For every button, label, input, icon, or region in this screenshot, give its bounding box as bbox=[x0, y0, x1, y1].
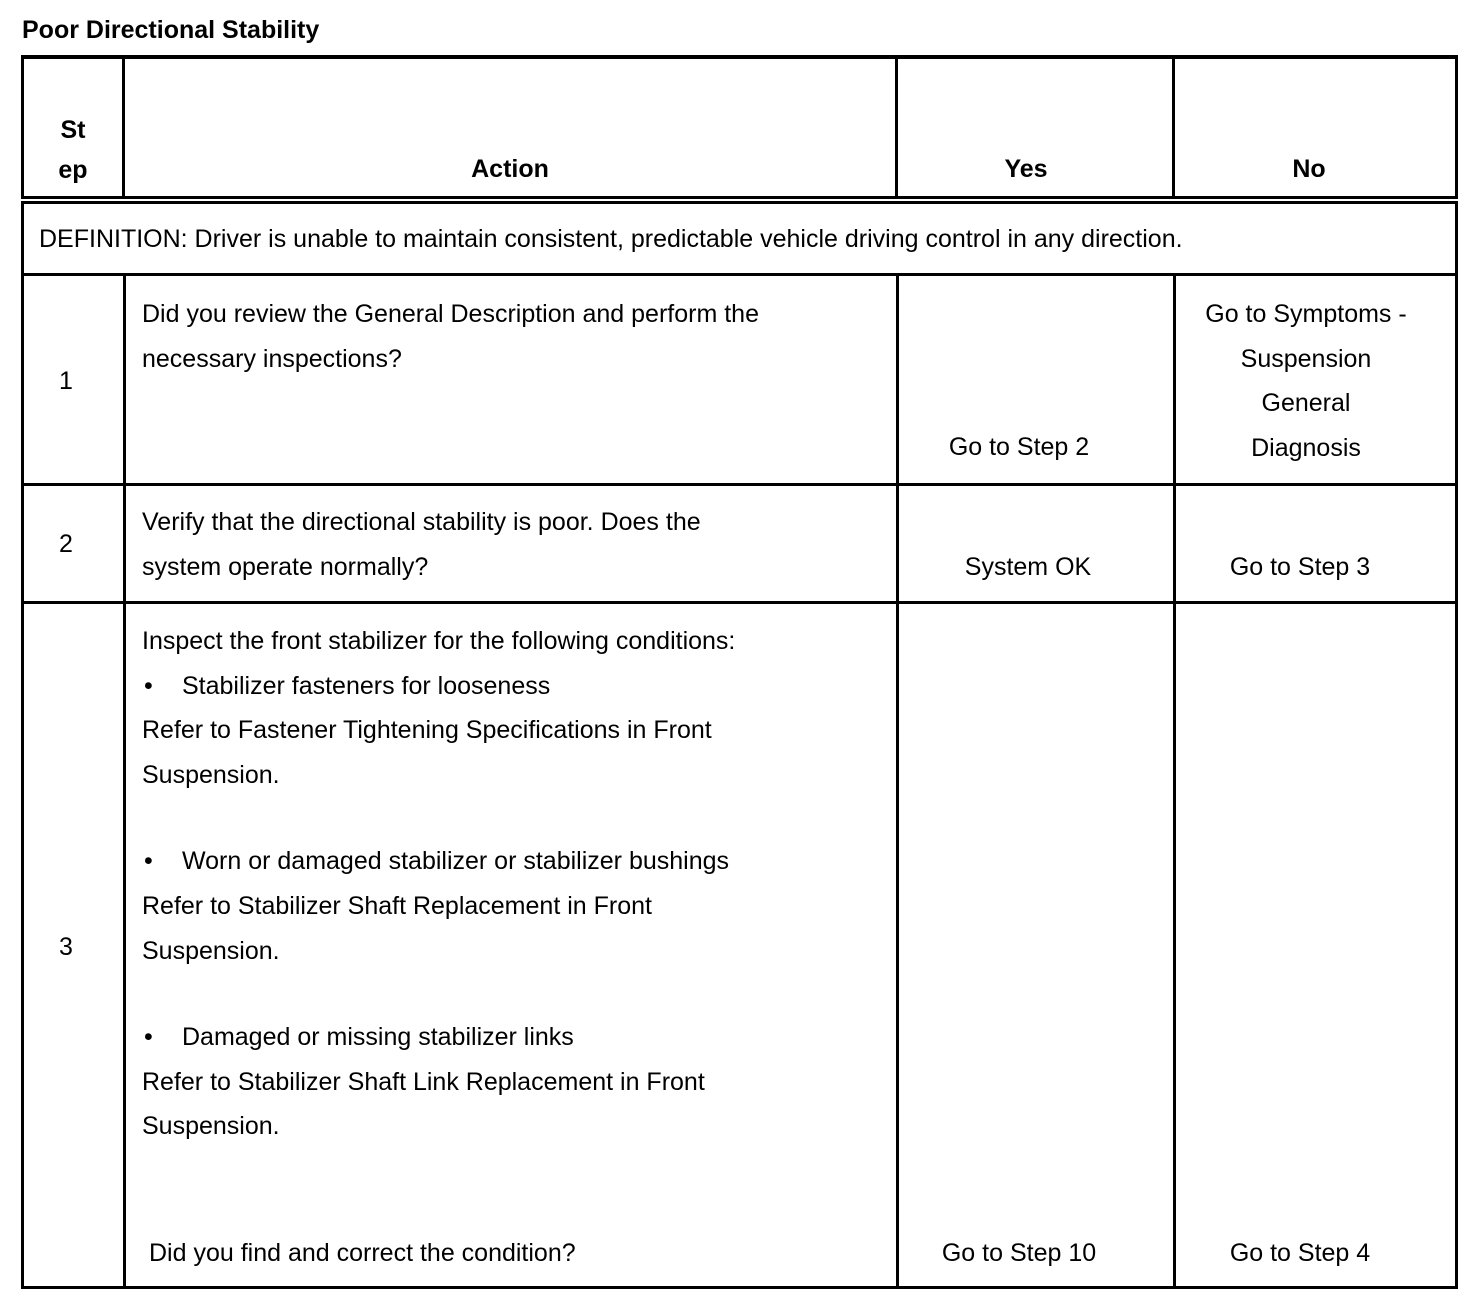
row-2-action bbox=[142, 500, 701, 589]
row-2-action-line-2: system operate normally? bbox=[142, 552, 429, 581]
row-3-condition-2-refer-line-1: Refer to Stabilizer Shaft Replacement in Front bbox=[142, 891, 652, 920]
row-3-step: 3 bbox=[59, 933, 73, 961]
row-1-yes: Go to Step 2 bbox=[948, 433, 1090, 461]
header-action: Action bbox=[471, 155, 549, 183]
header-bottom-border bbox=[21, 196, 1458, 199]
row-1-bottom-border bbox=[21, 483, 1458, 486]
bullet-icon: • bbox=[144, 1023, 153, 1052]
table-border-top bbox=[21, 55, 1458, 59]
bullet-icon: • bbox=[144, 847, 153, 876]
definition-top-border bbox=[21, 201, 1458, 204]
row-3-condition-3-text: Damaged or missing stabilizer links bbox=[182, 1023, 574, 1052]
row-3-condition-2 bbox=[142, 839, 735, 884]
table-border-bottom bbox=[21, 1286, 1458, 1289]
row-3-condition-1 bbox=[142, 664, 735, 709]
row-2-no: Go to Step 3 bbox=[1229, 553, 1371, 581]
row-1-no-line-3: General bbox=[1261, 389, 1351, 418]
row-1-action-line-1: Did you review the General Description and perform the bbox=[142, 300, 759, 328]
page-title: Poor Directional Stability bbox=[22, 16, 320, 44]
header-step-line-1: St bbox=[60, 116, 86, 144]
table-border-right-header bbox=[1455, 55, 1458, 199]
row-3-yes: Go to Step 10 bbox=[941, 1239, 1097, 1267]
row-1-no-line-2: Suspension bbox=[1240, 344, 1372, 373]
row-3-condition-3-refer-line-1: Refer to Stabilizer Shaft Link Replacement in Front bbox=[142, 1067, 705, 1096]
table-border-right-body bbox=[1455, 201, 1458, 1289]
row-1-no bbox=[1176, 292, 1436, 470]
header-step bbox=[24, 110, 122, 190]
header-no: No bbox=[1292, 155, 1326, 183]
definition-bottom-border bbox=[21, 273, 1458, 276]
row-3-condition-1-text: Stabilizer fasteners for looseness bbox=[182, 671, 551, 700]
row-1-no-line-4: Diagnosis bbox=[1251, 433, 1361, 462]
row-1-action-line-2: necessary inspections? bbox=[142, 344, 402, 373]
row-3-action bbox=[142, 619, 735, 1149]
row-2-action-line-1: Verify that the directional stability is poor. Does the bbox=[142, 508, 701, 536]
row-3-action-intro: Inspect the front stabilizer for the following conditions: bbox=[142, 627, 736, 655]
definition-text: DEFINITION: Driver is unable to maintain consistent, predictable vehicle driving control in any direction. bbox=[39, 225, 1183, 253]
spacer bbox=[142, 797, 735, 839]
row-3-condition-2-text: Worn or damaged stabilizer or stabilizer bushings bbox=[182, 847, 730, 876]
row-2-step: 2 bbox=[59, 530, 73, 558]
row-3-condition-3 bbox=[142, 1015, 735, 1060]
row-2-yes: System OK bbox=[964, 553, 1092, 581]
row-3-condition-3-refer-line-2: Suspension. bbox=[142, 1112, 280, 1141]
header-step-line-2: ep bbox=[58, 156, 88, 184]
col-divider-step-body bbox=[123, 273, 126, 1289]
row-1-action bbox=[142, 292, 759, 381]
row-3-condition-1-refer-line-2: Suspension. bbox=[142, 760, 280, 789]
row-1-step: 1 bbox=[59, 367, 73, 395]
bullet-icon: • bbox=[144, 671, 153, 700]
row-3-no: Go to Step 4 bbox=[1229, 1239, 1371, 1267]
row-1-no-line-1: Go to Symptoms - bbox=[1205, 300, 1407, 328]
row-2-bottom-border bbox=[21, 601, 1458, 604]
header-yes: Yes bbox=[1004, 155, 1048, 183]
spacer bbox=[142, 973, 735, 1015]
row-3-question: Did you find and correct the condition? bbox=[149, 1239, 576, 1267]
row-3-condition-2-refer-line-2: Suspension. bbox=[142, 936, 280, 965]
row-3-condition-1-refer-line-1: Refer to Fastener Tightening Specifications in Front bbox=[142, 716, 712, 745]
